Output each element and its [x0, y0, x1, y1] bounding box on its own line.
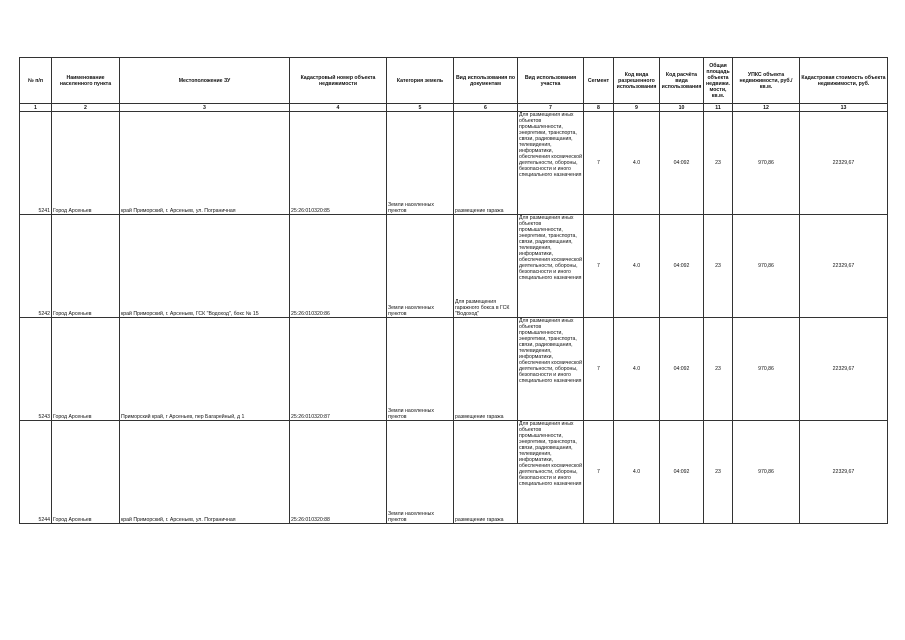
column-number: 3 [120, 104, 290, 112]
header-cell: Общая площадь объекта недвижи. мости, кв.м. [704, 58, 733, 104]
use-code-cell: 4.0 [614, 112, 660, 215]
site-use-cell: Для размещения иных объектов промышленности, энергетики, транспорта, связи, радиовещания, телевидения, информатики, обеспечения космической деятельности, обороны, безопасности и иного специального назначения [518, 215, 584, 318]
header-cell: Кадастровая стоимость объекта недвижимости, руб. [800, 58, 888, 104]
location-cell: край Приморский, г. Арсеньев, ул. Пограничная [120, 112, 290, 215]
column-number: 9 [614, 104, 660, 112]
document-use-cell: Для размещения гаражного бокса в ГСК "Водоход" [454, 215, 518, 318]
upks-cell: 970,86 [733, 318, 800, 421]
land-category-cell: Земли населенных пунктов [387, 215, 454, 318]
segment-cell: 7 [584, 215, 614, 318]
site-use-cell: Для размещения иных объектов промышленности, энергетики, транспорта, связи, радиовещания, телевидения, информатики, обеспечения космической деятельности, обороны, безопасности и иного специального назначения [518, 318, 584, 421]
table-row [20, 112, 888, 215]
header-cell: Сегмент [584, 58, 614, 104]
cadastral-number-cell: 25:26:010320:87 [290, 318, 387, 421]
row-number: 5244 [20, 421, 52, 524]
cadastral-number-cell: 25:26:010320:86 [290, 215, 387, 318]
table-row [20, 421, 888, 524]
segment-cell: 7 [584, 421, 614, 524]
calc-code-cell: 04:092 [660, 215, 704, 318]
column-number: 5 [387, 104, 454, 112]
header-cell: Код расчёта вида использования [660, 58, 704, 104]
header-cell: Кадастровый номер объекта недвижимости [290, 58, 387, 104]
header-cell: Наименование населенного пункта [52, 58, 120, 104]
cadastral-number-cell: 25:26:010320:88 [290, 421, 387, 524]
document-use-cell: размещение гаража [454, 112, 518, 215]
column-number: 13 [800, 104, 888, 112]
column-number: 8 [584, 104, 614, 112]
location-cell: край Приморский, г. Арсеньев, ул. Пограничная [120, 421, 290, 524]
cost-cell: 22329,67 [800, 112, 888, 215]
settlement-cell: Город Арсеньев [52, 318, 120, 421]
column-number: 10 [660, 104, 704, 112]
upks-cell: 970,86 [733, 421, 800, 524]
table-row [20, 215, 888, 318]
header-cell: УПКС объекта недвижимости, руб./кв.м. [733, 58, 800, 104]
land-category-cell: Земли населенных пунктов [387, 421, 454, 524]
segment-cell: 7 [584, 318, 614, 421]
header-cell: № п/п [20, 58, 52, 104]
header-cell: Вид использования участка [518, 58, 584, 104]
header-cell: Вид использования по документам [454, 58, 518, 104]
header-cell: Местоположение ЗУ [120, 58, 290, 104]
header-row [20, 58, 888, 104]
settlement-cell: Город Арсеньев [52, 215, 120, 318]
column-number: 1 [20, 104, 52, 112]
row-number: 5242 [20, 215, 52, 318]
settlement-cell: Город Арсеньев [52, 421, 120, 524]
row-number: 5243 [20, 318, 52, 421]
cost-cell: 22329,67 [800, 421, 888, 524]
area-cell: 23 [704, 318, 733, 421]
land-category-cell: Земли населенных пунктов [387, 112, 454, 215]
column-number: 4 [290, 104, 387, 112]
header-cell: Код вида разрешенного использования [614, 58, 660, 104]
site-use-cell: Для размещения иных объектов промышленности, энергетики, транспорта, связи, радиовещания, телевидения, информатики, обеспечения космической деятельности, обороны, безопасности и иного специального назначения [518, 421, 584, 524]
calc-code-cell: 04:092 [660, 318, 704, 421]
column-number: 7 [518, 104, 584, 112]
column-number: 11 [704, 104, 733, 112]
cost-cell: 22329,67 [800, 318, 888, 421]
use-code-cell: 4.0 [614, 215, 660, 318]
column-number: 12 [733, 104, 800, 112]
table-row [20, 318, 888, 421]
header-cell: Категория земель [387, 58, 454, 104]
land-category-cell: Земли населенных пунктов [387, 318, 454, 421]
document-use-cell: размещение гаража [454, 421, 518, 524]
column-number: 2 [52, 104, 120, 112]
column-number: 6 [454, 104, 518, 112]
cadastral-number-cell: 25:26:010320:85 [290, 112, 387, 215]
use-code-cell: 4.0 [614, 421, 660, 524]
column-number-row [20, 104, 888, 112]
upks-cell: 970,86 [733, 112, 800, 215]
cadastral-table [19, 57, 888, 524]
row-number: 5241 [20, 112, 52, 215]
location-cell: Приморский край, г Арсеньев, пер Багарейный, д 1 [120, 318, 290, 421]
location-cell: край Приморский, г. Арсеньев, ГСК "Водоход", бокс № 15 [120, 215, 290, 318]
cost-cell: 22329,67 [800, 215, 888, 318]
area-cell: 23 [704, 215, 733, 318]
upks-cell: 970,86 [733, 215, 800, 318]
settlement-cell: Город Арсеньев [52, 112, 120, 215]
area-cell: 23 [704, 112, 733, 215]
site-use-cell: Для размещения иных объектов промышленности, энергетики, транспорта, связи, радиовещания, телевидения, информатики, обеспечения космической деятельности, обороны, безопасности и иного специального назначения [518, 112, 584, 215]
calc-code-cell: 04:092 [660, 112, 704, 215]
area-cell: 23 [704, 421, 733, 524]
calc-code-cell: 04:092 [660, 421, 704, 524]
document-use-cell: размещение гаража [454, 318, 518, 421]
segment-cell: 7 [584, 112, 614, 215]
use-code-cell: 4.0 [614, 318, 660, 421]
